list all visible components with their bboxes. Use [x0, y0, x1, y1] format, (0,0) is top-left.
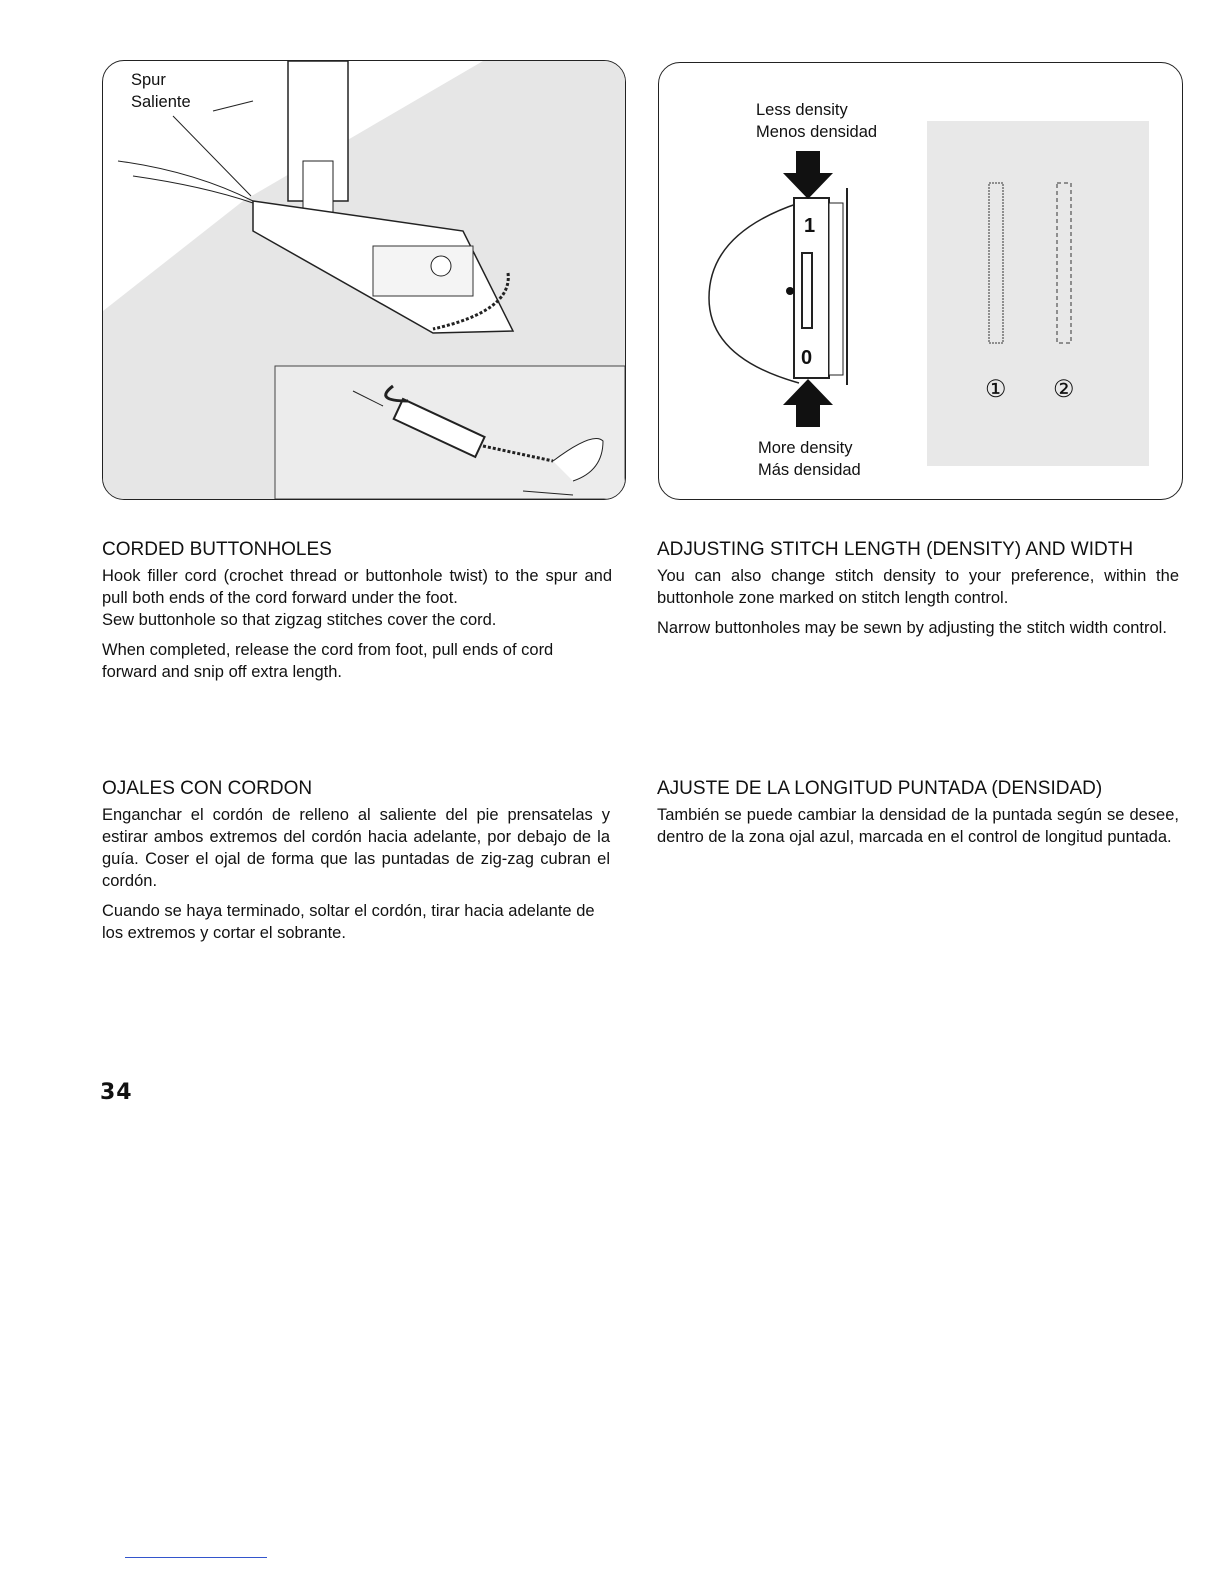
sample-2-label: ② — [1053, 376, 1075, 403]
presser-foot-drawing — [103, 61, 625, 499]
section-heading: AJUSTE DE LA LONGITUD PUNTADA (DENSIDAD) — [657, 778, 1103, 799]
paragraph: También se puede cambiar la densidad de la puntada según se desee, dentro de la zona ojal azul, marcada en el control de longitud puntada. — [657, 806, 1179, 846]
paragraph: You can also change stitch density to your preference, within the buttonhole zone marked on stitch length control. — [657, 567, 1179, 607]
less-density-label: Less density — [756, 101, 848, 119]
section-heading: CORDED BUTTONHOLES — [102, 539, 332, 560]
stitch-density-illustration — [658, 62, 1183, 500]
spur-label: Spur — [131, 71, 166, 89]
dial-mark-0: 0 — [801, 347, 813, 369]
more-density-label: More density — [758, 439, 853, 457]
corded-buttonholes-section — [102, 539, 612, 691]
stitch-length-dial-drawing — [659, 63, 1182, 499]
ojales-con-cordon-section — [102, 778, 610, 952]
paragraph: Narrow buttonholes may be sewn by adjusting the stitch width control. — [657, 619, 1167, 637]
mas-densidad-label: Más densidad — [758, 461, 861, 479]
dial-mark-1: 1 — [804, 215, 816, 237]
paragraph: Sew buttonhole so that zigzag stitches cover the cord. — [102, 611, 497, 629]
sample-1-label: ① — [985, 376, 1007, 403]
paragraph: Enganchar el cordón de relleno al saliente del pie prensatelas y estirar ambos extremos del cordón hacia adelante, por debajo de la guía. Coser el ojal de forma que las puntadas de zig-zag cubran el cordón. — [102, 806, 610, 890]
section-heading: ADJUSTING STITCH LENGTH (DENSITY) AND WIDTH — [657, 539, 1134, 560]
saliente-label: Saliente — [131, 93, 191, 111]
corded-buttonhole-illustration — [102, 60, 626, 500]
adjusting-stitch-section — [657, 539, 1179, 647]
section-heading: OJALES CON CORDON — [102, 778, 313, 799]
menos-densidad-label: Menos densidad — [756, 123, 878, 141]
divider — [125, 1557, 267, 1558]
paragraph: When completed, release the cord from foot, pull ends of cord forward and snip off extra length. — [102, 641, 554, 681]
paragraph: Cuando se haya terminado, soltar el cordón, tirar hacia adelante de los extremos y cortar el sobrante. — [102, 902, 595, 942]
page-number: 34 — [100, 1080, 133, 1105]
ajuste-longitud-section — [657, 778, 1179, 856]
paragraph: Hook filler cord (crochet thread or buttonhole twist) to the spur and pull both ends of the cord forward under the foot. — [102, 567, 612, 607]
